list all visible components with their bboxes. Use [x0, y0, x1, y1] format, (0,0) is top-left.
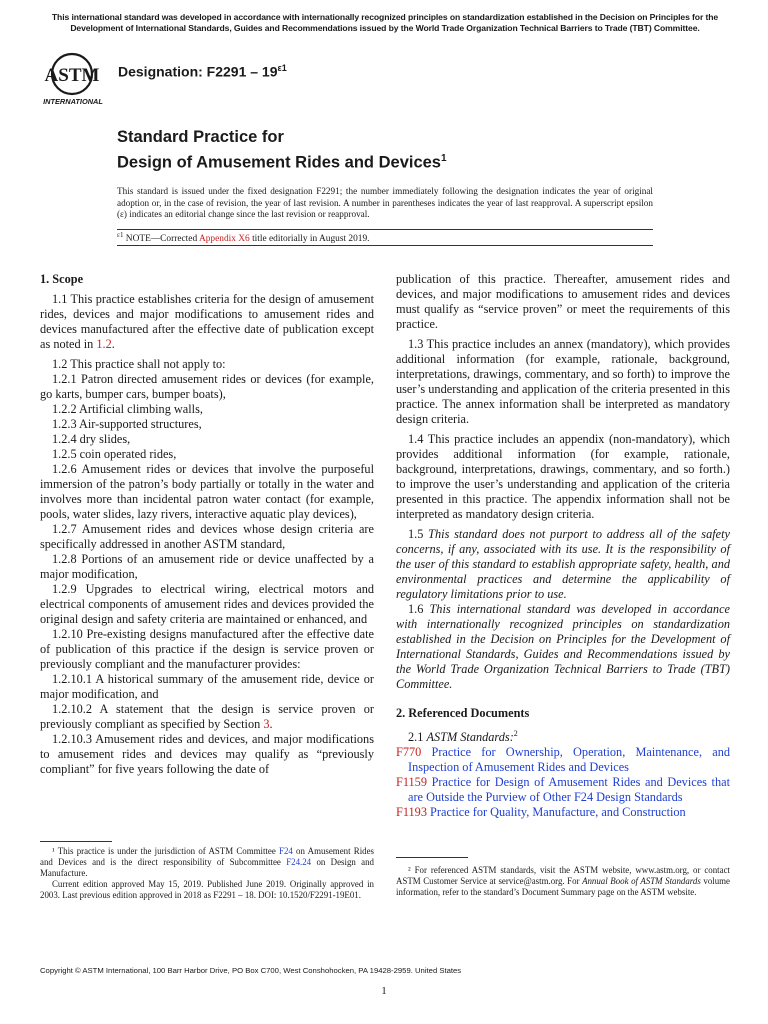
note-suffix: title editorially in August 2019. — [249, 234, 370, 245]
editorial-note — [117, 231, 370, 244]
page-title — [117, 127, 447, 174]
note-epsilon: ε1 — [117, 231, 124, 239]
para-1-2-9: 1.2.9 Upgrades to electrical wiring, electrical motors and electrical components of amusement rides and devices provided the original design and safety criteria are maintained or enhanced, and — [40, 582, 374, 626]
astm-logo — [40, 48, 112, 106]
footnote-1: ¹ This practice is under the jurisdiction of ASTM Committee F24 on Amusement Rides and Devices and is the direct responsibility of Subcommittee F24.24 on Design and Manufacture. Current edition approved May 15, 2019. Published June 2019. Originally approved in 2003. Last previous edition approved in 2018 as F2291 – 18. DOI: 10.1520/F2291-19E01. — [40, 846, 374, 900]
designation-label: Designation: — [118, 63, 203, 80]
para-1-4: 1.4 This practice includes an appendix (non-mandatory), which provides additional information (for example, rationale, background, interpretations, drawings, commentary, and so forth.) to improve the user’s understanding and application of the criteria presented in this practice. The appendix information shall not be interpreted as mandatory design criteria. — [396, 432, 730, 521]
para-1-1: 1.1 This practice establishes criteria for the design of amusement rides, devices and major modifications to amusement rides and devices manufactured after the effective date of publication except as noted in 1.2. — [40, 292, 374, 351]
logo-subtext: INTERNATIONAL — [43, 97, 103, 106]
title-footnote-mark: 1 — [440, 153, 447, 164]
ref-f1159-title[interactable]: Practice for Design of Amusement Rides and Devices that are Outside the Purview of Other F24 Design Standards — [408, 775, 730, 805]
para-1-2-10-2: 1.2.10.2 A statement that the design is service proven or previously compliant as specified by Section 3. — [40, 702, 374, 731]
f24-link[interactable]: F24 — [279, 846, 293, 856]
section-3-link[interactable]: 3 — [263, 717, 270, 731]
international-notice: This international standard was developed in accordance with internationally recognized principles on standardization established in the Decision on Principles for the Development of International Standards, Guides and Recommendations issued by the World Trade Organization Technical Barriers to Trade (TBT) Committee. — [51, 12, 719, 33]
astm-logo-icon — [40, 48, 112, 106]
footnote-2: ² For referenced ASTM standards, visit the ASTM website, www.astm.org, or contact ASTM Customer Service at service@astm.org. For Annual Book of ASTM Standards volume information, refer to the standard’s Document Summary page on the ASTM website. — [396, 865, 730, 897]
para-1-2-3: 1.2.3 Air-supported structures, — [52, 417, 202, 431]
appendix-x6-link[interactable]: Appendix X6 — [198, 234, 250, 245]
ref-f770[interactable] — [396, 745, 730, 775]
designation-number: F2291 – 19 — [206, 63, 278, 80]
para-1-2-6: 1.2.6 Amusement rides or devices that involve the purposeful immersion of the patron’s body partially or totally in the water and involves more than incidental patron water contact (for example, pools, water slides, lazy rivers, interactive aquatic play devices), — [40, 462, 374, 521]
copyright: Copyright © ASTM International, 100 Barr Harbor Drive, PO Box C700, West Conshohocken, PA 19428-2959. United States — [40, 966, 462, 975]
note-prefix: NOTE—Corrected — [123, 234, 199, 245]
title-line2: Design of Amusement Rides and Devices — [117, 153, 441, 172]
section-1-2-link[interactable]: 1.2 — [96, 337, 112, 351]
divider-bottom — [117, 245, 653, 246]
para-1-2-2: 1.2.2 Artificial climbing walls, — [52, 402, 203, 416]
para-1-2-4: 1.2.4 dry slides, — [52, 432, 131, 446]
para-1-2-1: 1.2.1 Patron directed amusement rides or devices (for example, go karts, bumper cars, bumper boats), — [40, 372, 374, 401]
logo-text: ASTM — [44, 65, 100, 86]
edition-note: Current edition approved May 15, 2019. Published June 2019. Originally approved in 2003. Last previous edition approved in 2018 as F2291 – 18. DOI: 10.1520/F2291-19E01. — [40, 879, 374, 900]
scope-heading: 1. Scope — [40, 272, 84, 286]
para-1-2-5: 1.2.5 coin operated rides, — [52, 447, 177, 461]
ref-f1193-code[interactable]: F1193 — [396, 805, 427, 820]
page-number: 1 — [381, 985, 387, 997]
issued-statement: This standard is issued under the fixed designation F2291; the number immediately following the designation indicates the year of original adoption or, in the case of revision, the year of last revision. A number in parentheses indicates the year of last reapproval. A superscript epsilon (ε) indicates an editorial change since the last revision or reapproval. — [117, 186, 653, 219]
para-continued: publication of this practice. Thereafter, amusement rides and devices, and major modifications to amusement rides and devices must qualify as “service proven” or meet the requirements of this practice. — [396, 272, 730, 331]
left-column — [40, 272, 374, 777]
ref-f1193-title[interactable]: Practice for Quality, Manufacture, and Construction — [426, 805, 686, 820]
para-1-2-10: 1.2.10 Pre-existing designs manufactured after the effective date of publication of this practice if the design is service proven or previously compliant and the manufacturer provides: — [40, 627, 374, 671]
ref-f1159-code[interactable]: F1159 — [396, 775, 427, 790]
ref-f770-title[interactable]: Practice for Ownership, Operation, Maintenance, and Inspection of Amusement Rides and Devices — [408, 745, 730, 775]
para-2-1: 2.1 ASTM Standards:$^2$ — [408, 729, 518, 745]
right-column — [396, 272, 730, 820]
f24-24-link[interactable]: F24.24 — [286, 857, 312, 867]
designation — [118, 63, 287, 80]
para-1-2: 1.2 This practice shall not apply to: — [52, 357, 226, 371]
para-1-2-7: 1.2.7 Amusement rides and devices whose design criteria are specifically addressed in another ASTM standard, — [40, 522, 374, 551]
footnote-divider-left — [40, 841, 112, 842]
para-1-5: 1.5 This standard does not purport to address all of the safety concerns, if any, associated with its use. It is the responsibility of the user of this standard to establish appropriate safety, health, and environmental practices and determine the applicability of regulatory limitations prior to use. — [396, 527, 730, 601]
designation-epsilon: ε1 — [277, 63, 287, 73]
para-1-6: 1.6 This international standard was developed in accordance with internationally recognized principles on standardization established in the Decision on Principles for the Development of International Standards, Guides and Recommendations issued by the World Trade Organization Technical Barriers to Trade (TBT) Committee. — [396, 602, 730, 691]
ref-f1193[interactable] — [396, 805, 730, 820]
para-1-3: 1.3 This practice includes an annex (mandatory), which provides additional information (for example, rationale, background, interpretations, drawings, commentary, and so forth) to improve the user’s understanding and application of the criteria presented in this practice. The annex information shall be interpreted as mandatory design criteria. — [396, 337, 730, 426]
ref-f1159[interactable] — [396, 775, 730, 805]
divider-top — [117, 229, 653, 230]
title-line1: Standard Practice for — [117, 128, 284, 146]
para-1-2-10-3: 1.2.10.3 Amusement rides and devices, and major modifications to amusement rides and devices may qualify as “previously compliant” for five years following the date of — [40, 732, 374, 776]
footnote-divider-right — [396, 857, 468, 858]
para-1-2-8: 1.2.8 Portions of an amusement ride or device unaffected by a major modification, — [40, 552, 374, 581]
para-1-2-10-1: 1.2.10.1 A historical summary of the amusement ride, device or major modification, and — [40, 672, 374, 701]
ref-f770-code[interactable]: F770 — [396, 745, 422, 760]
referenced-documents-heading: 2. Referenced Documents — [396, 706, 530, 720]
